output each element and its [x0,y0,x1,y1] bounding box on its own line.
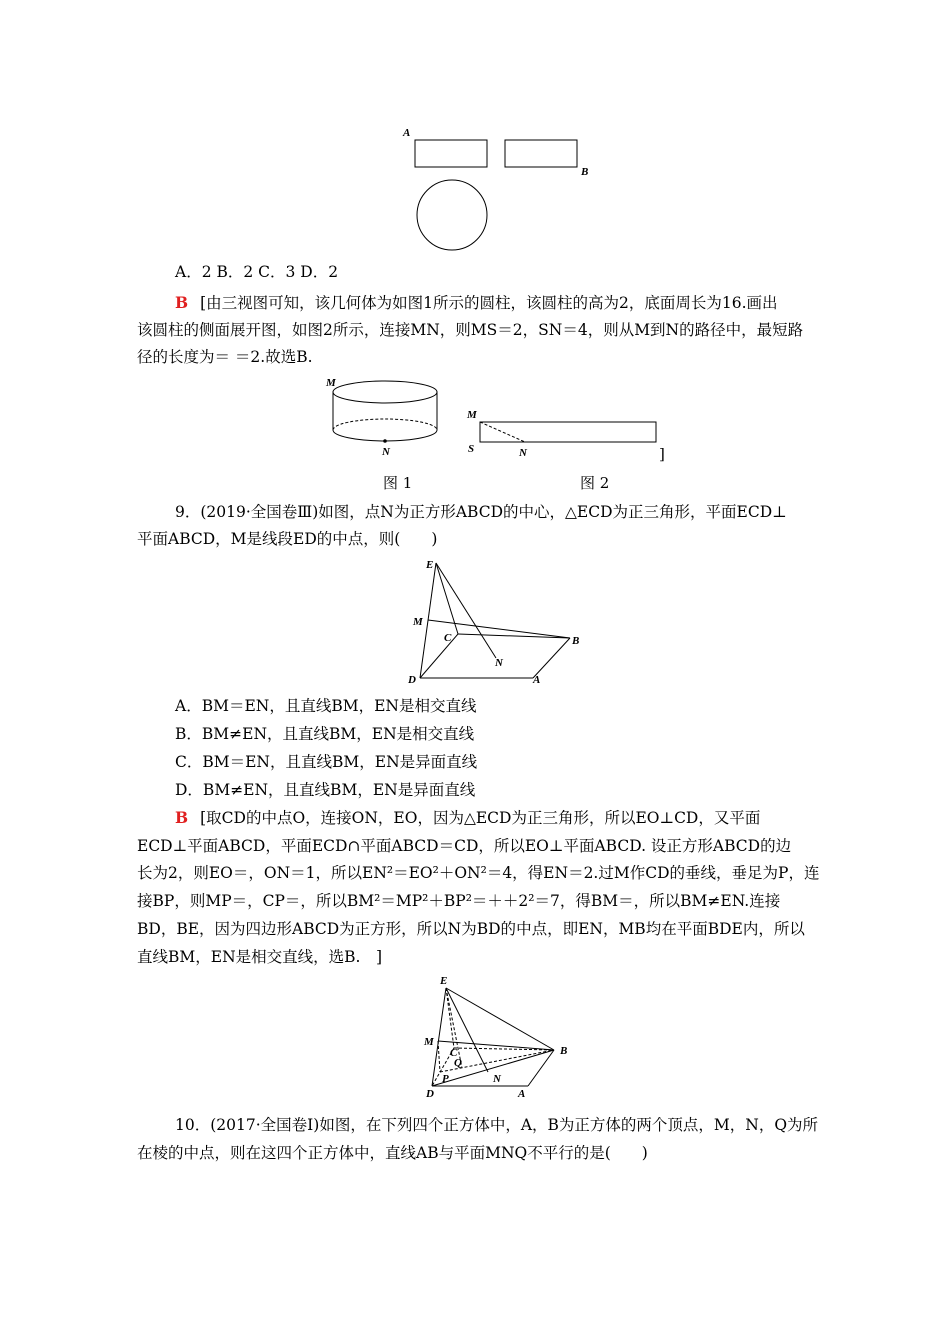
p2-label-m: M [424,1036,434,1048]
q9-option-d: D．BM≠EN，且直线BM，EN是异面直线 [175,781,476,799]
p2-label-n: N [493,1073,501,1085]
label-s: S [468,443,475,455]
p2-label-b: B [560,1045,568,1057]
q9-solution-line5: BD，BE，因为四边形ABCD为正方形，所以N为BD的中点，即EN，MB均在平面BDE内，所以 [137,920,805,938]
q9-answer: B [175,808,189,827]
q9-solution-line2: ECD⊥平面ABCD，平面ECD∩平面ABCD＝CD，所以EO⊥平面ABCD. 设正方形ABCD的边 [137,837,792,855]
p2-label-e: E [440,975,448,987]
p1-label-a: A [533,674,541,686]
p1-label-n: N [495,657,503,669]
label-m: M [326,377,336,389]
p1-label-b: B [572,635,580,647]
q9-option-a: A．BM＝EN，且直线BM，EN是相交直线 [175,697,477,715]
q8-answer: B [175,293,189,312]
p1-label-e: E [426,559,434,571]
q9-solution-line6: 直线BM，EN是相交直线，选B. ] [137,948,383,966]
three-view-figure [395,120,605,260]
bracket: ] [659,445,665,463]
top-view-circle [417,180,487,250]
unfolded-rect [480,422,656,442]
caption-fig2: 图 2 [580,474,610,492]
label-n: N [382,446,390,458]
p2-label-d: D [426,1088,434,1098]
q9-option-b: B．BM≠EN，且直线BM，EN是相交直线 [175,725,475,743]
p2-label-a: A [518,1088,526,1098]
q8-solution-line2: 该圆柱的侧面展开图，如图2所示，连接MN，则MS＝2，SN＝4，则从M到N的路径中，最短路 [137,321,804,339]
q10-line2: 在棱的中点，则在这四个正方体中，直线AB与平面MNQ不平行的是( ) [137,1144,648,1162]
q9-line2: 平面ABCD，M是线段ED的中点，则( ) [137,530,438,548]
q9-line1: 9．(2019·全国卷Ⅲ)如图，点N为正方形ABCD的中心，△ECD为正三角形，平面ECD⊥ [175,503,787,521]
q9-solution-line1: B [取CD的中点O，连接ON，EO，因为△ECD为正三角形，所以EO⊥CD，又平面 [175,808,761,827]
pyramid-figure-2 [418,968,578,1098]
p1-label-d: D [408,674,416,686]
q8-options: A．2 B．2 C．3 D．2 [175,263,339,281]
q8-solution-line3: 径的长度为＝ ＝2.故选B. [137,348,313,366]
side-view-rect [505,140,577,167]
p2-label-c: C [450,1047,458,1059]
q9-solution-line4: 接BP，则MP＝，CP＝，所以BM²＝MP²＋BP²＝＋＋2²＝7，得BM＝，所以BM≠EN.连接 [137,892,781,910]
p2-label-p: P [442,1073,449,1085]
label-m2: M [467,409,477,421]
caption-fig1: 图 1 [383,474,413,492]
q9-option-c: C．BM＝EN，且直线BM，EN是异面直线 [175,753,478,771]
p1-label-c: C [444,632,452,644]
label-a: A [403,127,411,139]
cylinder-top [333,381,437,403]
cylinder-figure [320,372,680,467]
front-view-rect [415,140,487,167]
label-b: B [581,166,589,178]
p2-label-q: Q [454,1057,462,1069]
pyramid-figure-1 [400,555,590,690]
label-n2: N [519,447,527,459]
q9-solution-line3: 长为2，则EO＝，ON＝1，所以EN²＝EO²＋ON²＝4，得EN＝2.过M作CD的垂线，垂足为P，连 [137,864,820,882]
q8-solution-line1: B [由三视图可知，该几何体为如图1所示的圆柱，该圆柱的高为2，底面周长为16.画出 [175,293,778,312]
q10-line1: 10．(2017·全国卷Ⅰ)如图，在下列四个正方体中，A，B为正方体的两个顶点，M，N，Q为所 [175,1116,819,1134]
p1-label-m: M [413,616,423,628]
